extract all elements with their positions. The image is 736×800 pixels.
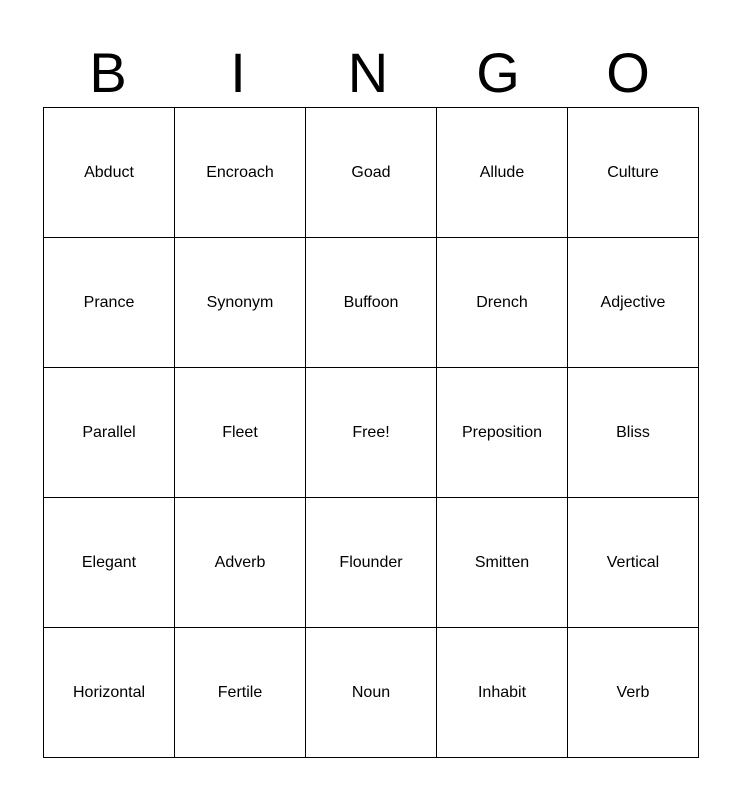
bingo-row xyxy=(44,238,699,368)
free-space-cell[interactable]: Free! xyxy=(306,368,437,498)
bingo-cell[interactable]: Abduct xyxy=(44,108,175,238)
bingo-cell[interactable]: Culture xyxy=(568,108,699,238)
bingo-cell[interactable]: Prance xyxy=(44,238,175,368)
header-letter-i: I xyxy=(230,41,246,104)
bingo-cell[interactable]: Vertical xyxy=(568,498,699,628)
bingo-cell[interactable]: Allude xyxy=(437,108,568,238)
bingo-cell[interactable]: Flounder xyxy=(306,498,437,628)
bingo-cell[interactable]: Buffoon xyxy=(306,238,437,368)
bingo-row xyxy=(44,368,699,498)
bingo-cell[interactable]: Adjective xyxy=(568,238,699,368)
bingo-cell[interactable]: Goad xyxy=(306,108,437,238)
bingo-cell[interactable]: Drench xyxy=(437,238,568,368)
bingo-cell[interactable]: Adverb xyxy=(175,498,306,628)
bingo-header xyxy=(43,40,693,106)
bingo-cell[interactable]: Parallel xyxy=(44,368,175,498)
bingo-cell[interactable]: Bliss xyxy=(568,368,699,498)
header-letter-g: G xyxy=(476,41,520,104)
bingo-row xyxy=(44,108,699,238)
bingo-cell[interactable]: Fleet xyxy=(175,368,306,498)
header-letter-n: N xyxy=(347,41,389,104)
bingo-card-grid xyxy=(43,107,699,758)
bingo-row xyxy=(44,498,699,628)
bingo-cell[interactable]: Encroach xyxy=(175,108,306,238)
header-letter-o: O xyxy=(606,41,650,104)
bingo-cell[interactable]: Fertile xyxy=(175,628,306,758)
bingo-cell[interactable]: Noun xyxy=(306,628,437,758)
bingo-cell[interactable]: Verb xyxy=(568,628,699,758)
bingo-cell[interactable]: Inhabit xyxy=(437,628,568,758)
bingo-row xyxy=(44,628,699,758)
bingo-cell[interactable]: Horizontal xyxy=(44,628,175,758)
bingo-cell[interactable]: Preposition xyxy=(437,368,568,498)
bingo-cell[interactable]: Smitten xyxy=(437,498,568,628)
header-letter-b: B xyxy=(89,41,127,104)
bingo-cell[interactable]: Synonym xyxy=(175,238,306,368)
bingo-cell[interactable]: Elegant xyxy=(44,498,175,628)
